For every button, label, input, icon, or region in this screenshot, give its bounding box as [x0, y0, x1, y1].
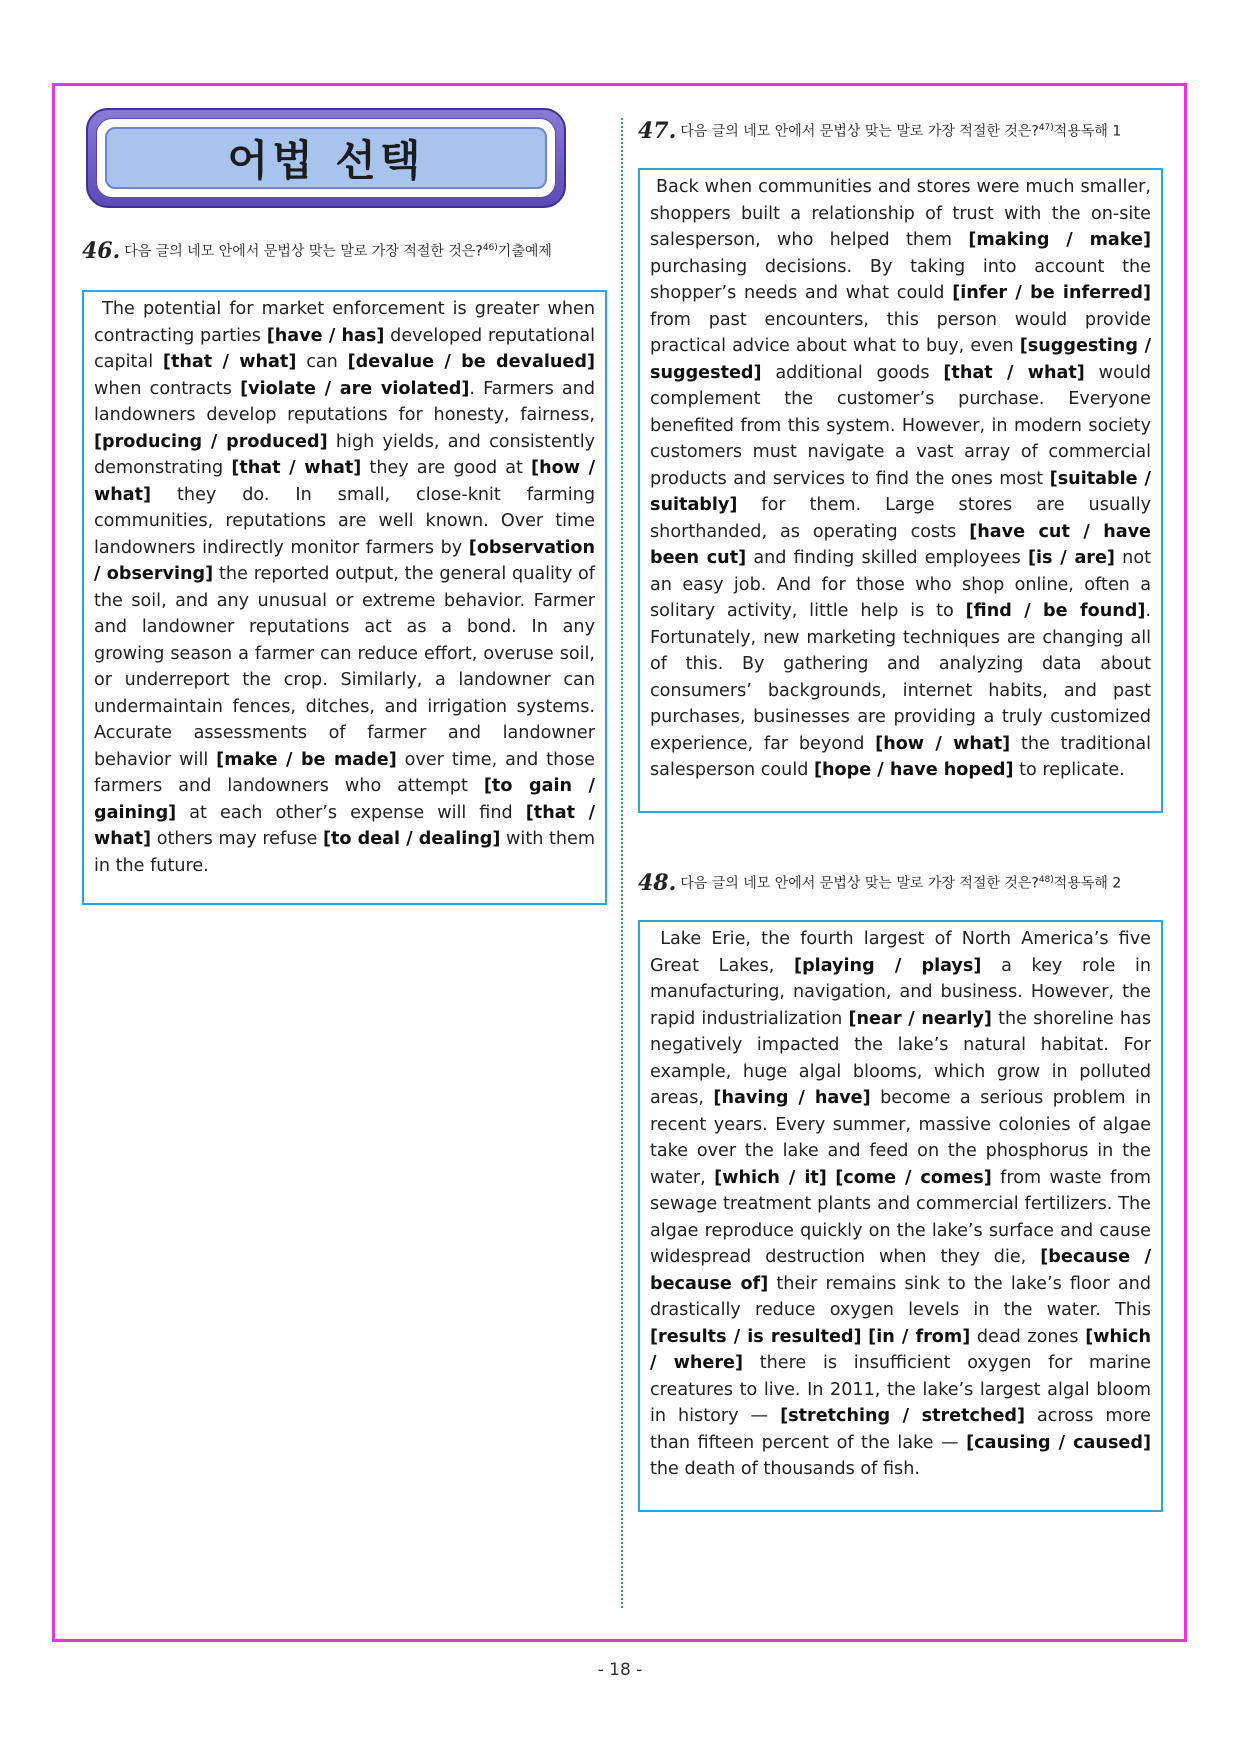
choice-bracket: [making / make]: [968, 230, 1151, 250]
passage-text: across more than fifteen percent of the lake —: [650, 1406, 1151, 1453]
passage-text: become a serious problem in recent years. Every summer, massive colonies of algae take over the lake and feed on the phosphorus in the water,: [650, 1088, 1151, 1188]
choice-bracket: [devalue / be devalued]: [347, 352, 596, 372]
passage-text: they do. In small, close-knit farming communities, reputations are well known. Over time landowners indirectly monitor farmers by: [94, 484, 595, 558]
choice-bracket: [infer / be inferred]: [952, 283, 1151, 303]
choice-bracket: [to gain / gaining]: [94, 776, 595, 823]
column-divider: [621, 118, 623, 1608]
passage-text: and finding skilled employees: [746, 548, 1028, 568]
choice-bracket: [make / be made]: [216, 749, 397, 770]
passage-text: Lake Erie, the fourth largest of North America’s five Great Lakes,: [650, 929, 1151, 976]
passage-text: their remains sink to the lake’s floor and drastically reduce oxygen levels in the water. This: [650, 1273, 1151, 1320]
choice-bracket: [find / be found]: [965, 601, 1146, 621]
question-instruction: 다음 글의 네모 안에서 문법상 맞는 말로 가장 적절한 것은?: [680, 123, 1039, 140]
choice-bracket: [suitable / suitably]: [650, 468, 1151, 515]
choice-bracket: [results / is resulted]: [650, 1326, 862, 1347]
choice-bracket: [suggesting / suggested]: [650, 336, 1151, 383]
page-number: - 18 -: [597, 1660, 643, 1680]
question-46-header: [82, 238, 607, 262]
choice-bracket: [have / has]: [266, 325, 385, 346]
passage-text: [827, 1168, 835, 1188]
passage-text: dead zones: [970, 1326, 1086, 1347]
passage-text: they are good at: [361, 458, 532, 478]
passage-text: over time, and those farmers and landowners who attempt: [94, 749, 595, 796]
question-number: 48.: [638, 869, 677, 896]
passage-text: to replicate.: [1013, 760, 1125, 780]
choice-bracket: [violate / are violated]: [240, 378, 470, 399]
passage-text: for them. Large stores are usually shorthanded, as operating costs: [650, 495, 1151, 542]
choice-bracket: [playing / plays]: [794, 955, 982, 976]
choice-bracket: [causing / caused]: [966, 1432, 1151, 1453]
passage-text: at each other’s expense will find: [176, 802, 526, 823]
choice-bracket: [observation / observing]: [94, 537, 595, 584]
choice-bracket: [that / what]: [231, 458, 362, 478]
passage-text: there is insufficient oxygen for marine creatures to live. In 2011, the lake’s largest algal bloom in history —: [650, 1353, 1151, 1426]
choice-bracket: [in / from]: [868, 1326, 971, 1347]
choice-bracket: [because / because of]: [650, 1247, 1151, 1294]
choice-bracket: [near / nearly]: [848, 1008, 992, 1029]
section-title: 어법 선택: [227, 136, 425, 185]
passage-text: from waste from sewage treatment plants and commercial fertilizers. The algae reproduce quickly on the lake’s surface and cause widespread destruction when they die,: [650, 1167, 1151, 1267]
question-48-passage: [638, 920, 1163, 1512]
passage-text: a key role in manufacturing, navigation, and business. However, the rapid industrialization: [650, 955, 1152, 1029]
passage-text: high yields, and consistently demonstrating: [94, 431, 596, 478]
choice-bracket: [have cut / have been cut]: [650, 521, 1151, 568]
choice-bracket: [which / where]: [650, 1326, 1151, 1373]
question-47-header: [638, 118, 1160, 142]
passage-text: with them in the future.: [94, 829, 595, 876]
question-instruction: 다음 글의 네모 안에서 문법상 맞는 말로 가장 적절한 것은?: [680, 875, 1039, 892]
choice-bracket: [that / what]: [943, 362, 1085, 383]
question-number: 47.: [638, 117, 677, 144]
passage-text: can: [296, 352, 348, 372]
choice-bracket: [producing / produced]: [94, 431, 328, 452]
choice-bracket: [how / what]: [94, 458, 595, 505]
passage-text: when contracts: [94, 378, 241, 399]
passage-text: from past encounters, this person would provide practical advice about what to buy, even: [650, 309, 1151, 356]
choice-bracket: [is / are]: [1027, 548, 1115, 568]
question-number: 46.: [82, 237, 121, 264]
choice-bracket: [to deal / dealing]: [322, 829, 501, 849]
passage-text: . Fortunately, new marketing techniques are changing all of this. By gathering and analyzing data about consumers’ backgrounds, internet habits, and past purchases, businesses are providing a truly customized experience, far beyond: [650, 601, 1151, 754]
passage-text: Back when communities and stores were much smaller, shoppers built a relationship of trust with the on-site salesperson, who helped them: [650, 177, 1151, 250]
question-tag: 적용독해 1: [1053, 123, 1122, 140]
question-footnote: 46): [482, 243, 498, 253]
question-tag: 기출예제: [497, 243, 552, 260]
choice-bracket: [hope / have hoped]: [813, 760, 1014, 780]
section-title-banner: [86, 108, 566, 208]
choice-bracket: [how / what]: [875, 733, 1011, 754]
question-47-passage: [638, 168, 1163, 813]
question-footnote: 48): [1038, 875, 1054, 885]
passage-text: the shoreline has negatively impacted the lake’s natural habitat. For example, huge algal blooms, which grow in polluted areas,: [650, 1008, 1151, 1108]
question-46-passage: [82, 290, 607, 905]
passage-text: would complement the customer’s purchase. Everyone benefited from this system. However, in modern society customers must navigate a vast array of commercial products and services to find the ones most: [650, 362, 1152, 489]
choice-bracket: [stretching / stretched]: [780, 1406, 1026, 1426]
choice-bracket: [that / what]: [94, 802, 596, 849]
passage-text: the reported output, the general quality of the soil, and any unusual or extreme behavior. Farmer and landowner reputations act as a bond. In any growing season a farmer can reduce effort, overuse soil, or underreport the crop. Similarly, a landowner can undermaintain fences, ditches, and irrigation systems. Accurate assessments of farmer and landowner behavior will: [94, 564, 595, 770]
question-48-header: [638, 870, 1160, 894]
passage-text: additional goods: [761, 362, 944, 383]
passage-text: the traditional salesperson could: [650, 733, 1151, 780]
question-footnote: 47): [1038, 123, 1054, 133]
choice-bracket: [come / comes]: [835, 1167, 992, 1188]
question-instruction: 다음 글의 네모 안에서 문법상 맞는 말로 가장 적절한 것은?: [124, 243, 483, 260]
choice-bracket: [which / it]: [714, 1167, 827, 1188]
passage-text: . Farmers and landowners develop reputations for honesty, fairness,: [94, 378, 595, 425]
question-tag: 적용독해 2: [1053, 875, 1122, 892]
choice-bracket: [that / what]: [162, 352, 297, 372]
passage-text: developed reputational capital: [94, 325, 595, 372]
passage-text: the death of thousands of fish.: [650, 1459, 920, 1479]
choice-bracket: [having / have]: [713, 1088, 871, 1108]
passage-text: others may refuse: [151, 829, 323, 849]
passage-text: not an easy job. And for those who shop online, often a solitary activity, little help is to: [650, 548, 1151, 621]
passage-text: purchasing decisions. By taking into account the shopper’s needs and what could: [650, 256, 1151, 303]
passage-text: The potential for market enforcement is greater when contracting parties: [94, 299, 595, 346]
